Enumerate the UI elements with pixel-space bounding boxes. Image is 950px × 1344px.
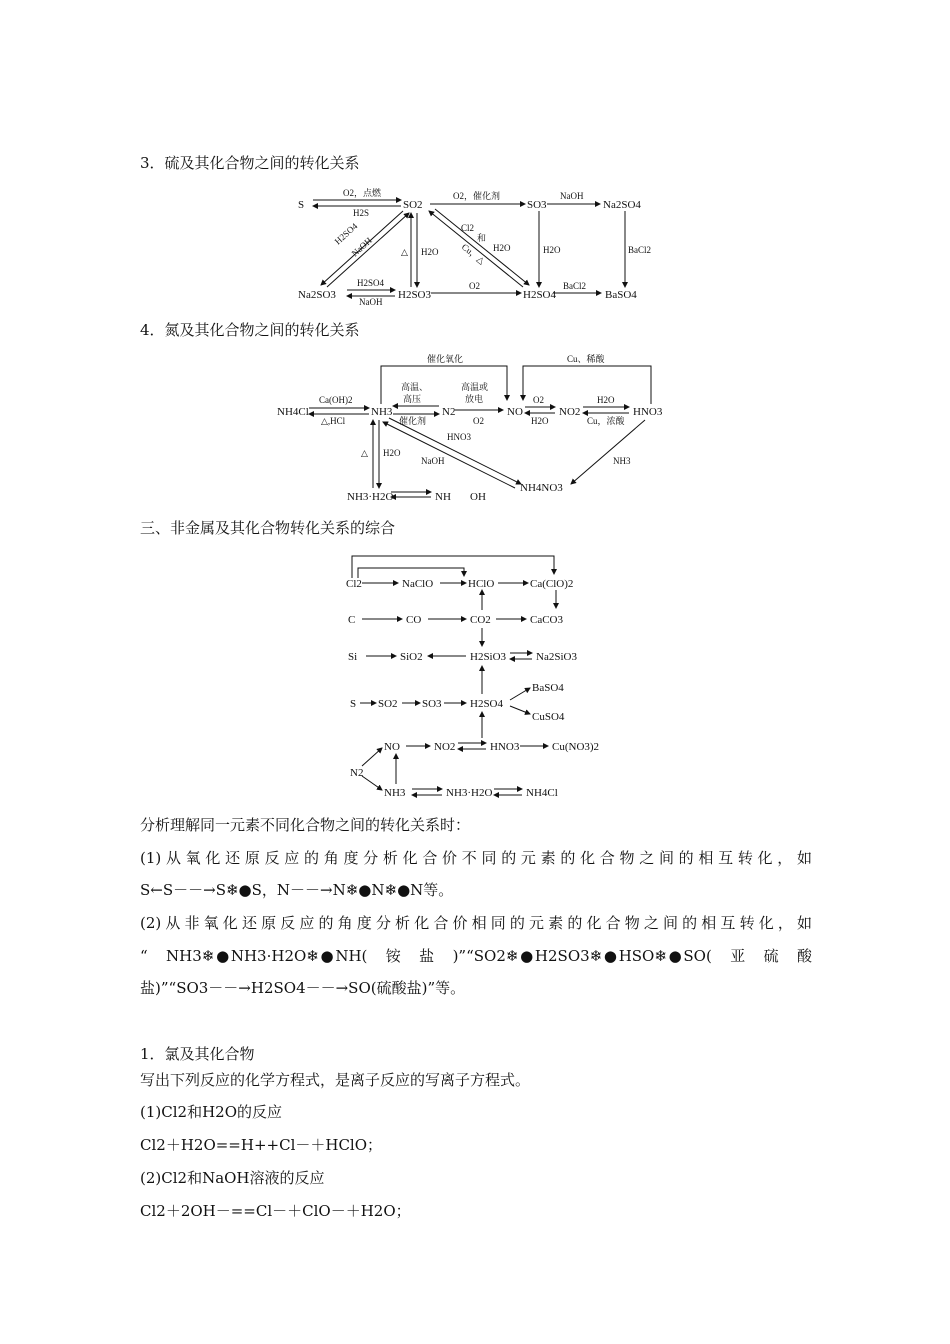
- nh3-label: NH3: [384, 787, 406, 799]
- o2-ignite-label: O2，点燃: [343, 188, 381, 198]
- nonmetal-diagram: [340, 550, 625, 802]
- heading-nitrogen: 4．氮及其化合物之间的转化关系: [140, 321, 360, 339]
- node-h2so3: H2SO3: [398, 289, 432, 301]
- o2-label: O2: [469, 281, 480, 291]
- node-so2: SO2: [403, 199, 423, 211]
- cuno32-label: Cu(NO3)2: [552, 741, 600, 753]
- delta-label: △: [361, 448, 368, 458]
- nh3h2o-label: NH3·H2O: [446, 787, 493, 799]
- cl2-label: Cl2: [346, 578, 362, 590]
- cu-delta-label: Cu，△: [459, 241, 487, 266]
- h2o-label: H2O: [421, 247, 439, 257]
- caclo2-label: Ca(ClO)2: [530, 578, 574, 590]
- s-label: S: [350, 698, 357, 710]
- nh3-label: NH3: [613, 456, 631, 466]
- delta-hcl-label: △,HCl: [321, 416, 346, 426]
- hclo-label: HClO: [468, 578, 495, 590]
- discharge-label: 放电: [465, 394, 484, 404]
- o2-n2-label: O2: [473, 416, 484, 426]
- h2so4-label: H2SO4: [470, 698, 504, 710]
- h2o-label: H2O: [597, 395, 615, 405]
- chlorine-q1: (1)Cl2和H2O的反应: [140, 1103, 282, 1121]
- node-baso4: BaSO4: [605, 289, 637, 301]
- naoh-label: NaOH: [560, 191, 584, 201]
- nh3-label: NH3: [371, 406, 393, 418]
- so2-label: SO2: [378, 698, 398, 710]
- h2o-so3-label: H2O: [543, 245, 561, 255]
- cu-conc-label: Cu，浓酸: [587, 416, 625, 426]
- h2sio3-label: H2SiO3: [470, 651, 507, 663]
- caco3-label: CaCO3: [530, 614, 563, 626]
- cuso4-label: CuSO4: [532, 711, 565, 723]
- analysis-p1-line1: (1)从氧化还原反应的角度分析化合价不同的元素的化合物之间的相互转化，如: [140, 849, 812, 867]
- node-so3: SO3: [527, 199, 547, 211]
- cl2-label: Cl2: [461, 223, 475, 233]
- chlorine-q2: (2)Cl2和NaOH溶液的反应: [140, 1169, 325, 1187]
- cu-dil-label: Cu、稀酸: [567, 354, 605, 364]
- heading-chlorine: 1．氯及其化合物: [140, 1045, 255, 1063]
- naoh-bot-label: NaOH: [359, 297, 383, 305]
- na2sio3-label: Na2SiO3: [536, 651, 577, 663]
- nitrogen-diagram: [275, 348, 685, 506]
- h2so4-diag-label: H2SO4: [332, 220, 360, 247]
- chlorine-a1: Cl2＋H2O==H++Cl－＋HClO；: [140, 1136, 383, 1154]
- analysis-intro: 分析理解同一元素不同化合物之间的转化关系时：: [140, 816, 471, 834]
- node-h2so4: H2SO4: [523, 289, 557, 301]
- n2-label: N2: [350, 767, 364, 779]
- si-label: Si: [348, 651, 358, 663]
- cat-ox-label: 催化氧化: [427, 354, 464, 364]
- oh-label: OH: [470, 491, 486, 503]
- heading-nonmetal: 三、非金属及其化合物转化关系的综合: [140, 519, 396, 537]
- sulfur-diagram: [295, 183, 665, 305]
- baso4-label: BaSO4: [532, 682, 564, 694]
- high-t-label: 高温、: [401, 382, 429, 392]
- h2o-v-label: H2O: [383, 448, 401, 458]
- naoh-label: NaOH: [421, 456, 445, 466]
- hno3-label: HNO3: [633, 406, 663, 418]
- hno3-label: HNO3: [490, 741, 520, 753]
- no-label: NO: [507, 406, 523, 418]
- analysis-p2-line1: (2)从非氧化还原反应的角度分析化合价相同的元素的化合物之间的相互转化，如: [140, 914, 812, 932]
- high-t-or-label: 高温或: [461, 382, 489, 392]
- sio2-label: SiO2: [400, 651, 423, 663]
- naclo-label: NaClO: [402, 578, 434, 590]
- node-na2so4: Na2SO4: [603, 199, 641, 211]
- h2s-label: H2S: [353, 208, 370, 218]
- nh4cl-label: NH4Cl: [526, 787, 558, 799]
- o2-cat-label: O2，催化剂: [453, 191, 500, 201]
- chlorine-a2: Cl2＋2OH－==Cl－＋ClO－＋H2O；: [140, 1202, 411, 1220]
- caoh2-label: Ca(OH)2: [319, 395, 353, 405]
- h2o-diag-label: H2O: [493, 243, 511, 253]
- co-label: CO: [406, 614, 422, 626]
- analysis-p2-line3: 盐)”“SO3－－→H2SO4－－→SO(硫酸盐)”等。: [140, 979, 466, 997]
- catalyst-label: 催化剂: [399, 416, 427, 426]
- high-p-label: 高压: [403, 394, 422, 404]
- no2-label: NO2: [434, 741, 456, 753]
- h2so4-bot-label: H2SO4: [357, 278, 385, 288]
- analysis-p2-line2: “ NH3❄●NH3·H2O❄●NH( 铵 盐 )”“SO2❄●H2SO3❄●HSO❄●SO( 亚 硫 酸: [140, 947, 812, 965]
- bacl2-bot-label: BaCl2: [563, 281, 587, 291]
- n2-label: N2: [442, 406, 456, 418]
- no-label: NO: [384, 741, 400, 753]
- chlorine-instruction: 写出下列反应的化学方程式，是离子反应的写离子方程式。: [140, 1071, 531, 1089]
- nh3h2o-label: NH3·H2O: [347, 491, 394, 503]
- nh4cl-label: NH4Cl: [277, 406, 309, 418]
- c-label: C: [348, 614, 356, 626]
- node-s: S: [298, 199, 305, 211]
- he-label: 和: [477, 233, 487, 243]
- heading-sulfur: 3．硫及其化合物之间的转化关系: [140, 154, 360, 172]
- no2-label: NO2: [559, 406, 581, 418]
- hno3-label: HNO3: [447, 432, 471, 442]
- bacl2-label: BaCl2: [628, 245, 652, 255]
- naoh-diag-label: NaOH: [349, 235, 374, 259]
- analysis-p1-line2: S←S－－→S❄●S，N－－→N❄●N❄●N等。: [140, 881, 454, 899]
- node-na2so3: Na2SO3: [298, 289, 336, 301]
- nh4no3-label: NH4NO3: [520, 482, 563, 494]
- co2-label: CO2: [470, 614, 491, 626]
- h2o-no2-label: H2O: [531, 416, 549, 426]
- so3-label: SO3: [422, 698, 442, 710]
- nh4-label: NH: [435, 491, 451, 503]
- delta-label: △: [401, 247, 408, 257]
- o2-label: O2: [533, 395, 544, 405]
